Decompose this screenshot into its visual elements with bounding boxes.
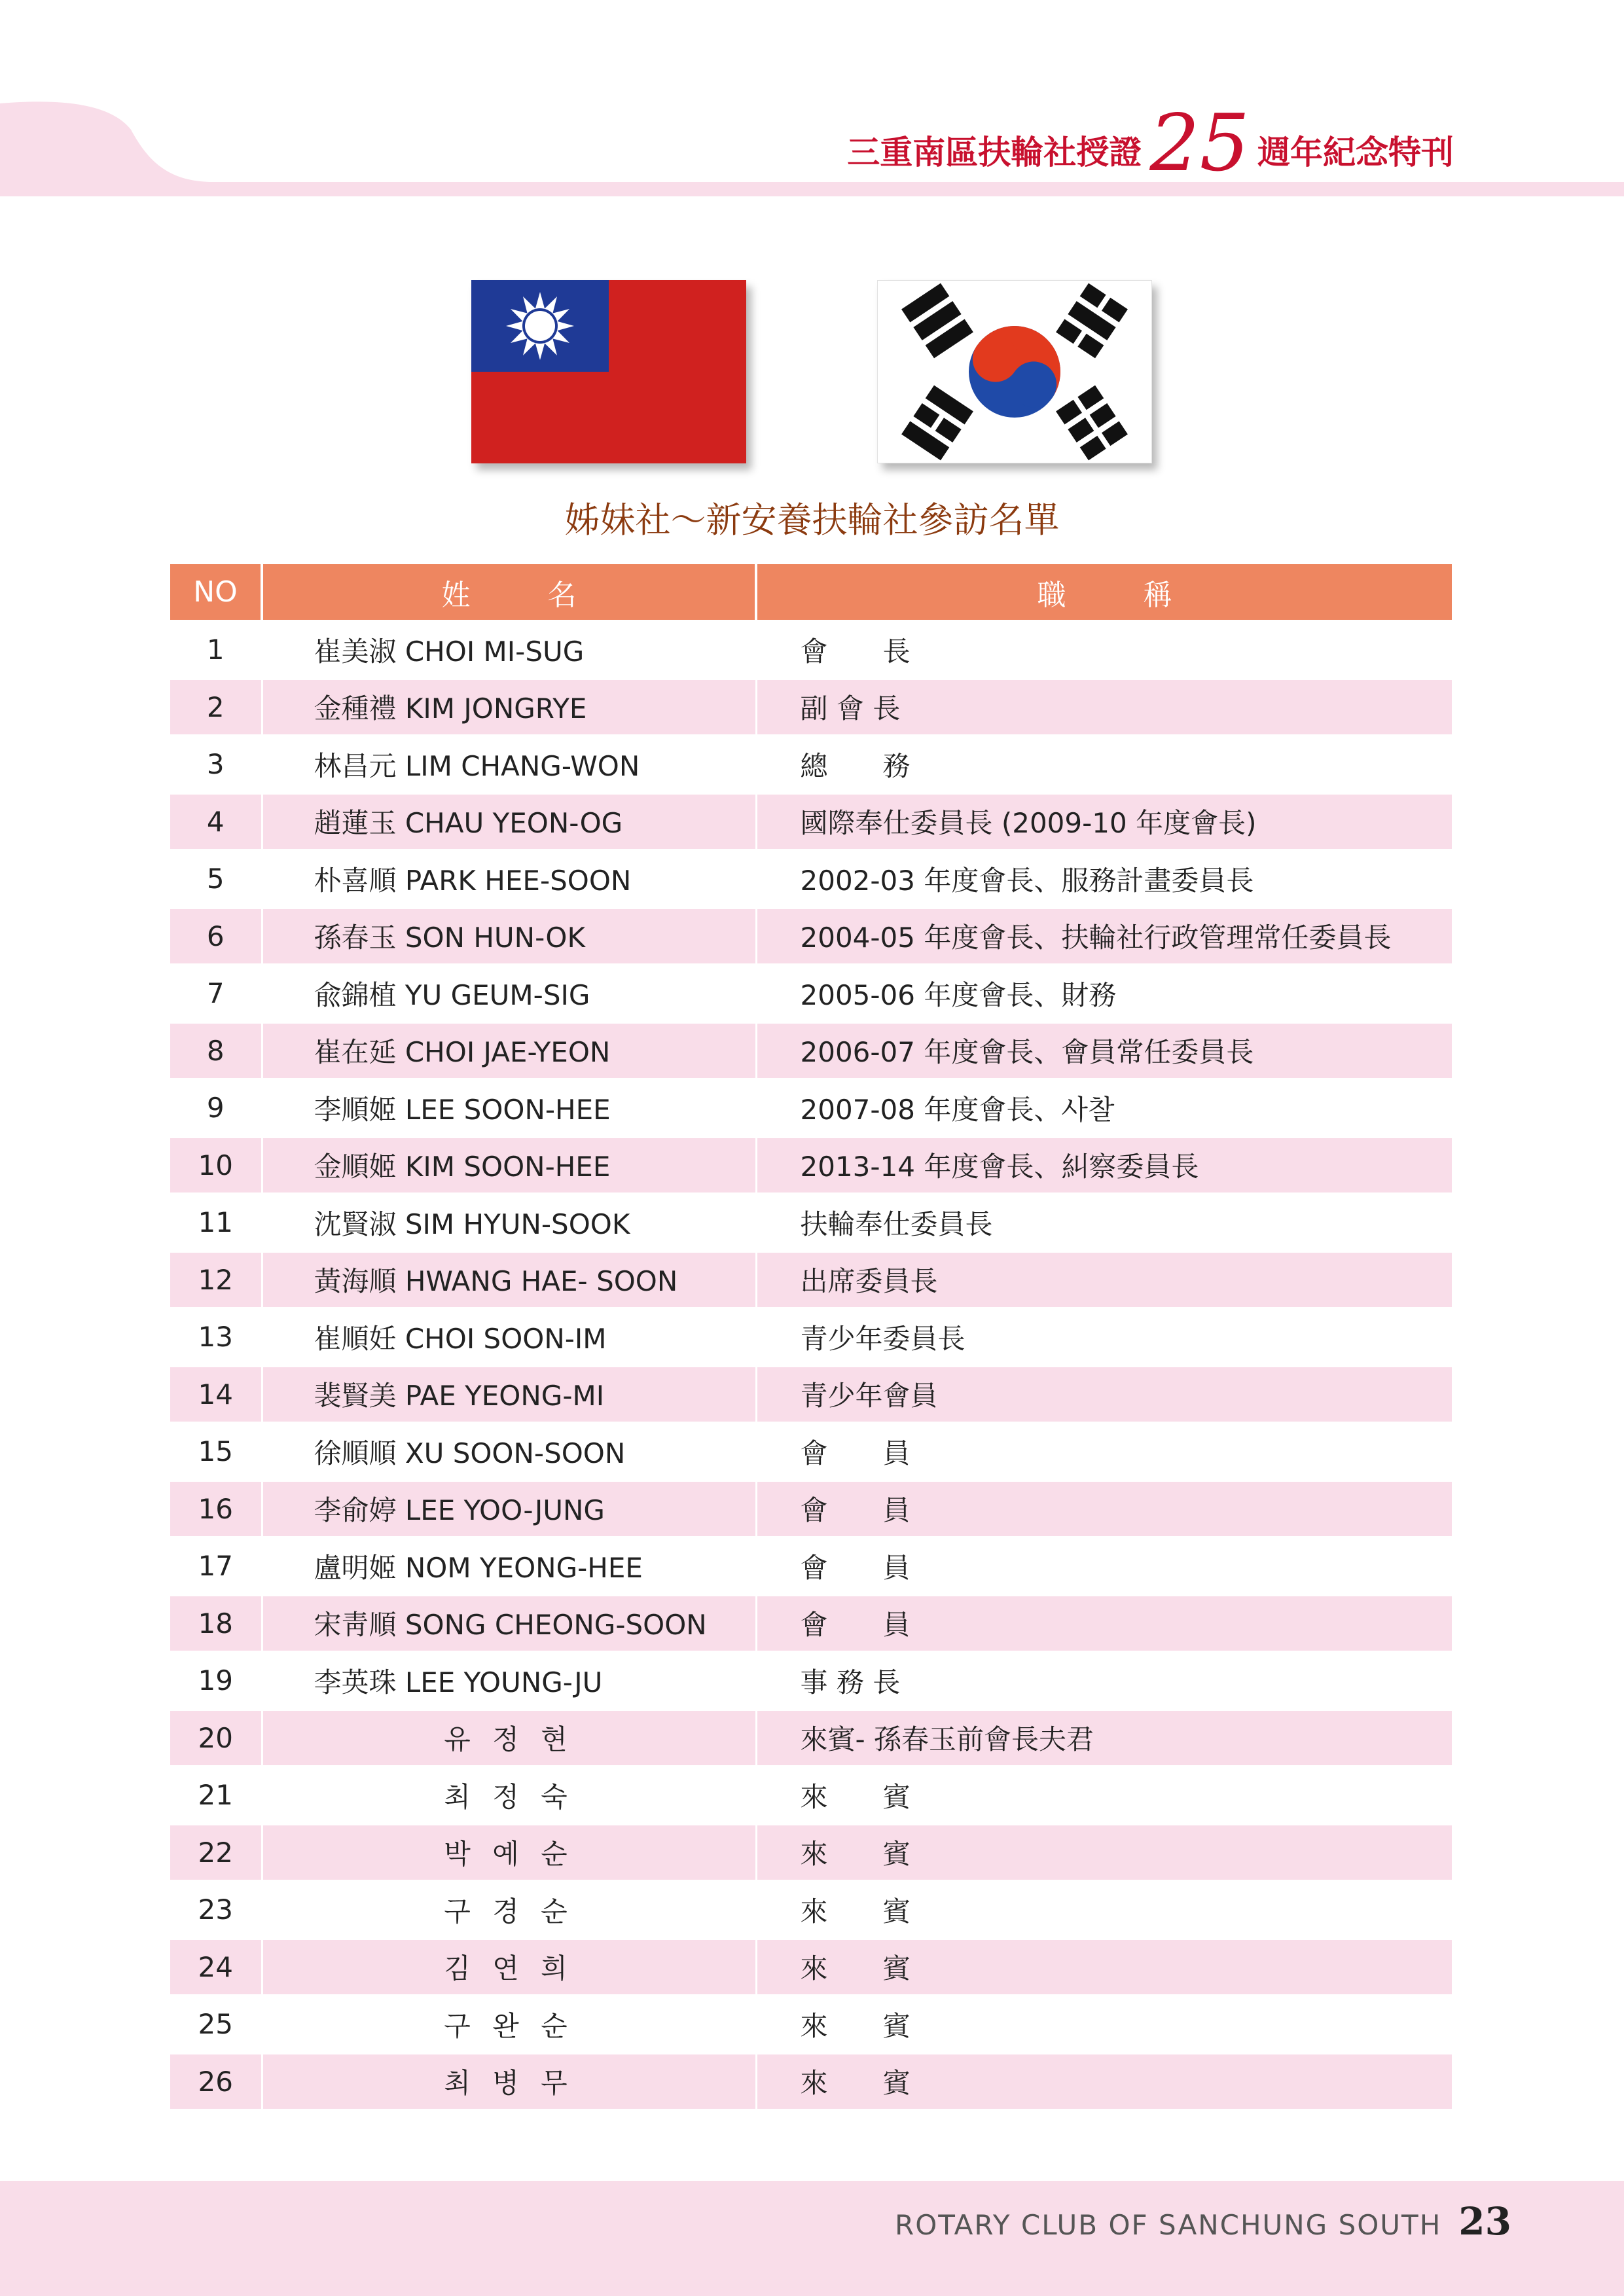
row-number: 9: [170, 1079, 262, 1137]
row-number: 13: [170, 1308, 262, 1366]
footer: [895, 2199, 1511, 2244]
member-title: 來 賓: [756, 1824, 1452, 1882]
member-name: 李俞婷 LEE YOO-JUNG: [262, 1480, 756, 1538]
column-header-no: NO: [170, 564, 262, 621]
member-name: 兪錦植 YU GEUM-SIG: [262, 965, 756, 1022]
member-title: 會 員: [756, 1595, 1452, 1653]
member-title: 扶輪奉仕委員長: [756, 1194, 1452, 1251]
member-name: 崔順妊 CHOI SOON-IM: [262, 1308, 756, 1366]
row-number: 20: [170, 1710, 262, 1767]
row-number: 25: [170, 1996, 262, 2053]
row-number: 22: [170, 1824, 262, 1882]
table-row: [170, 793, 1452, 851]
member-name: 김 연 희: [262, 1939, 756, 1996]
row-number: 26: [170, 2053, 262, 2111]
row-number: 3: [170, 736, 262, 793]
member-title: 青少年委員長: [756, 1308, 1452, 1366]
column-header-title: 職 稱: [756, 564, 1452, 621]
member-title: 副 會 長: [756, 679, 1452, 736]
footer-club-name: ROTARY CLUB OF SANCHUNG SOUTH: [895, 2209, 1442, 2241]
table-row: [170, 1824, 1452, 1882]
row-number: 4: [170, 793, 262, 851]
member-title: 會 員: [756, 1423, 1452, 1480]
row-number: 18: [170, 1595, 262, 1653]
member-title: 2005-06 年度會長、財務: [756, 965, 1452, 1022]
table-row: [170, 1137, 1452, 1194]
member-title: 2006-07 年度會長、會員常任委員長: [756, 1022, 1452, 1080]
member-title: 2013-14 年度會長、糾察委員長: [756, 1137, 1452, 1194]
member-name: 구 완 순: [262, 1996, 756, 2053]
row-number: 14: [170, 1366, 262, 1424]
row-number: 24: [170, 1939, 262, 1996]
row-number: 21: [170, 1767, 262, 1824]
table-row: [170, 2053, 1452, 2111]
member-name: 최 병 무: [262, 2053, 756, 2111]
row-number: 19: [170, 1652, 262, 1710]
member-name: 李順姬 LEE SOON-HEE: [262, 1079, 756, 1137]
member-name: 구 경 순: [262, 1881, 756, 1939]
korea-flag: [877, 280, 1152, 463]
member-title: 會 長: [756, 621, 1452, 679]
member-name: 黃海順 HWANG HAE- SOON: [262, 1251, 756, 1309]
member-title: 青少年會員: [756, 1366, 1452, 1424]
table-row: [170, 1308, 1452, 1366]
table-row: [170, 1767, 1452, 1824]
table-row: [170, 1194, 1452, 1251]
row-number: 17: [170, 1537, 262, 1595]
row-number: 11: [170, 1194, 262, 1251]
member-name: 孫春玉 SON HUN-OK: [262, 908, 756, 965]
member-name: 崔美淑 CHOI MI-SUG: [262, 621, 756, 679]
table-row: [170, 908, 1452, 965]
table-title: 姊妹社～新安養扶輪社參訪名單: [564, 499, 1060, 541]
member-title: 來 賓: [756, 1996, 1452, 2053]
table-row: [170, 1537, 1452, 1595]
footer-band: [0, 2181, 1624, 2296]
member-title: 來 賓: [756, 1881, 1452, 1939]
member-name: 유 정 현: [262, 1710, 756, 1767]
member-name: 宋靑順 SONG CHEONG-SOON: [262, 1595, 756, 1653]
member-name: 金種禮 KIM JONGRYE: [262, 679, 756, 736]
member-name: 朴喜順 PARK HEE-SOON: [262, 850, 756, 908]
member-name: 金順姬 KIM SOON-HEE: [262, 1137, 756, 1194]
row-number: 16: [170, 1480, 262, 1538]
page-number: 23: [1458, 2199, 1511, 2244]
member-title: 出席委員長: [756, 1251, 1452, 1309]
table-row: [170, 1710, 1452, 1767]
table-row: [170, 1366, 1452, 1424]
table-row: [170, 1652, 1452, 1710]
row-number: 7: [170, 965, 262, 1022]
table-header-row: [170, 564, 1452, 621]
member-name: 趙蓮玉 CHAU YEON-OG: [262, 793, 756, 851]
table-row: [170, 621, 1452, 679]
row-number: 1: [170, 621, 262, 679]
row-number: 2: [170, 679, 262, 736]
table-row: [170, 850, 1452, 908]
member-name: 박 예 순: [262, 1824, 756, 1882]
row-number: 8: [170, 1022, 262, 1080]
header-title-prefix: 三重南區扶輪社授證: [847, 134, 1142, 171]
row-number: 23: [170, 1881, 262, 1939]
member-name: 沈賢淑 SIM HYUN-SOOK: [262, 1194, 756, 1251]
table-row: [170, 736, 1452, 793]
member-title: 來 賓: [756, 1939, 1452, 1996]
row-number: 10: [170, 1137, 262, 1194]
anniversary-number: 25: [1149, 98, 1250, 189]
header-title-suffix: 週年紀念特刊: [1257, 134, 1454, 171]
member-title: 總 務: [756, 736, 1452, 793]
member-name: 최 정 숙: [262, 1767, 756, 1824]
member-name: 盧明姬 NOM YEONG-HEE: [262, 1537, 756, 1595]
member-title: 來 賓: [756, 2053, 1452, 2111]
member-title: 事 務 長: [756, 1652, 1452, 1710]
member-title: 2004-05 年度會長、扶輪社行政管理常任委員長: [756, 908, 1452, 965]
row-number: 12: [170, 1251, 262, 1309]
table-row: [170, 965, 1452, 1022]
table-body: [170, 621, 1452, 2110]
member-roster-table: [170, 564, 1452, 2111]
row-number: 15: [170, 1423, 262, 1480]
column-header-name: 姓 名: [262, 564, 756, 621]
row-number: 6: [170, 908, 262, 965]
member-title: 來 賓: [756, 1767, 1452, 1824]
taiwan-flag: [471, 280, 746, 463]
member-title: 來賓- 孫春玉前會長夫君: [756, 1710, 1452, 1767]
member-name: 裴賢美 PAE YEONG-MI: [262, 1366, 756, 1424]
member-title: 會 員: [756, 1480, 1452, 1538]
member-name: 崔在延 CHOI JAE-YEON: [262, 1022, 756, 1080]
table-row: [170, 1996, 1452, 2053]
row-number: 5: [170, 850, 262, 908]
table-row: [170, 1079, 1452, 1137]
table-row: [170, 1595, 1452, 1653]
table-row: [170, 1881, 1452, 1939]
member-name: 李英珠 LEE YOUNG-JU: [262, 1652, 756, 1710]
table-row: [170, 1423, 1452, 1480]
member-name: 徐順順 XU SOON-SOON: [262, 1423, 756, 1480]
member-title: 2002-03 年度會長、服務計畫委員長: [756, 850, 1452, 908]
table-row: [170, 1251, 1452, 1309]
table-row: [170, 1480, 1452, 1538]
table-row: [170, 1939, 1452, 1996]
member-name: 林昌元 LIM CHANG-WON: [262, 736, 756, 793]
member-title: 2007-08 年度會長、사찰: [756, 1079, 1452, 1137]
table-row: [170, 679, 1452, 736]
member-title: 會 員: [756, 1537, 1452, 1595]
table-row: [170, 1022, 1452, 1080]
member-title: 國際奉仕委員長 (2009-10 年度會長): [756, 793, 1452, 851]
header-title: [847, 92, 1454, 189]
